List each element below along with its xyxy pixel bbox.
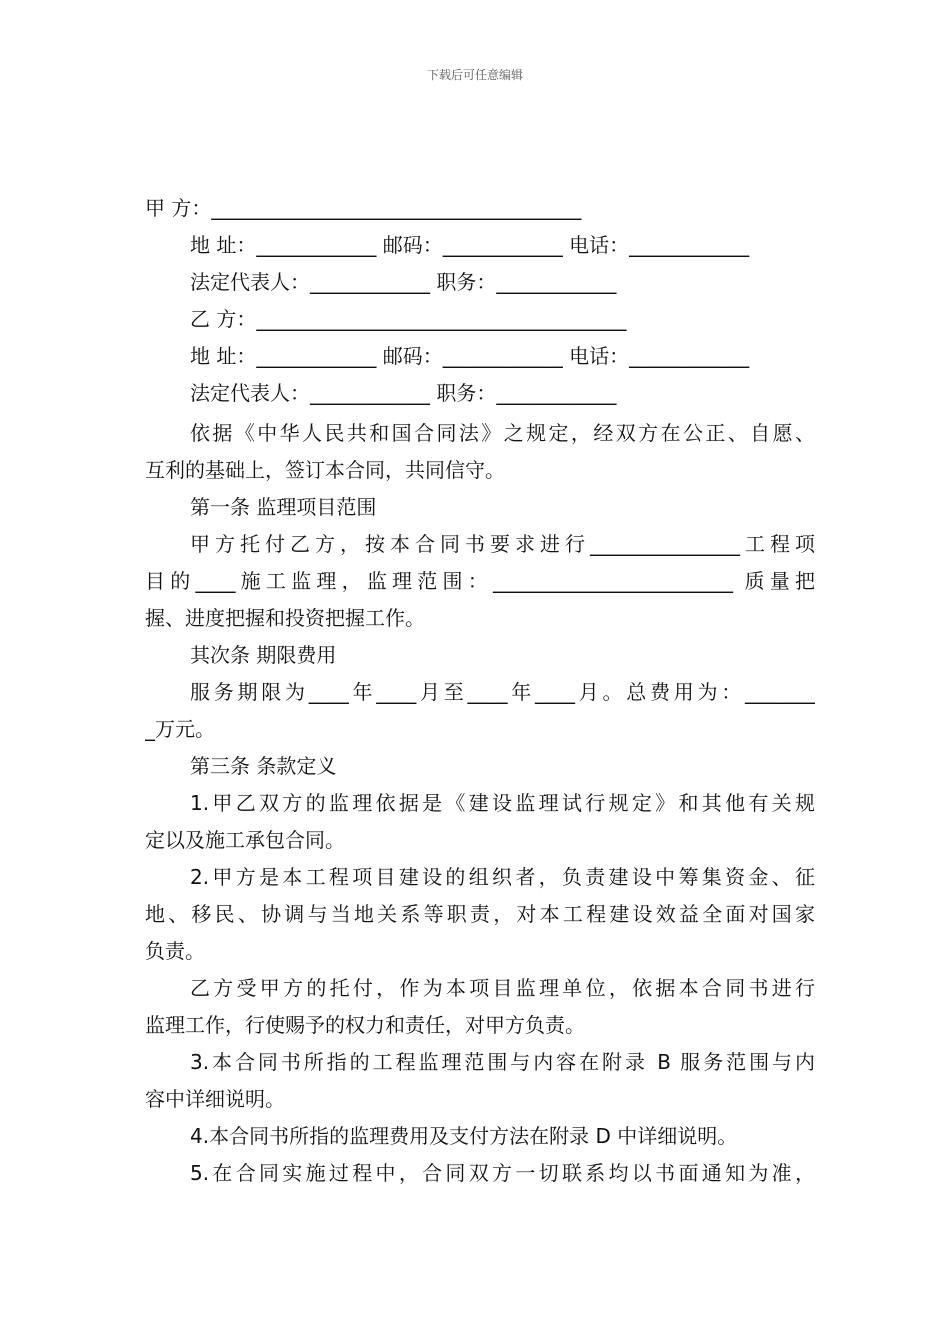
contract-line: 容中详细说明。 bbox=[145, 1087, 285, 1111]
contract-line: 乙 方：_____________________________________ bbox=[190, 307, 627, 331]
page-header-note: 下载后可任意编辑 bbox=[426, 68, 523, 82]
contract-line: 法定代表人：____________ 职务：____________ bbox=[190, 381, 617, 405]
contract-line: 乙方受甲方的托付，作为本项目监理单位，依据本合同书进行 bbox=[190, 976, 815, 1000]
contract-line: 地 址：____________ 邮码：____________ 电话：____________ bbox=[190, 233, 750, 257]
contract-line: 定以及施工承包合同。 bbox=[145, 828, 345, 852]
contract-line: 3.本合同书所指的工程监理范围与内容在附录 B 服务范围与内 bbox=[190, 1050, 815, 1074]
contract-line: 握、进度把握和投资把握工作。 bbox=[145, 606, 425, 630]
contract-line: 甲方托付乙方，按本合同书要求进行_______________工程项 bbox=[190, 532, 815, 556]
contract-line: 2.甲方是本工程项目建设的组织者，负责建设中筹集资金、征 bbox=[190, 865, 815, 889]
contract-line: 目的____施工监理，监理范围：________________________ 质量把 bbox=[145, 569, 815, 593]
contract-line: 地、移民、协调与当地关系等职责，对本工程建设效益全面对国家 bbox=[145, 902, 815, 926]
contract-line: _万元。 bbox=[145, 717, 215, 741]
contract-line: 其次条 期限费用 bbox=[190, 643, 337, 667]
contract-line: 法定代表人：____________ 职务：____________ bbox=[190, 270, 617, 294]
contract-line: 1.甲乙双方的监理依据是《建设监理试行规定》和其他有关规 bbox=[190, 791, 815, 815]
contract-line: 第一条 监理项目范围 bbox=[190, 495, 377, 519]
contract-line: 互利的基础上，签订本合同，共同信守。 bbox=[145, 458, 505, 482]
contract-line: 负责。 bbox=[145, 939, 205, 963]
contract-line: 地 址：____________ 邮码：____________ 电话：____________ bbox=[190, 344, 750, 368]
contract-line: 5.在合同实施过程中，合同双方一切联系均以书面通知为准， bbox=[190, 1161, 815, 1185]
contract-line: 4.本合同书所指的监理费用及支付方法在附录 D 中详细说明。 bbox=[190, 1124, 738, 1148]
contract-line: 第三条 条款定义 bbox=[190, 754, 337, 778]
contract-line: 监理工作，行使赐予的权力和责任，对甲方负责。 bbox=[145, 1013, 585, 1037]
contract-line: 服务期限为____年____月至____年____月。总费用为：_______ bbox=[190, 680, 815, 704]
contract-line: 依据《中华人民共和国合同法》之规定，经双方在公正、自愿、 bbox=[190, 421, 815, 445]
contract-line: 甲 方：_____________________________________ bbox=[145, 196, 582, 220]
